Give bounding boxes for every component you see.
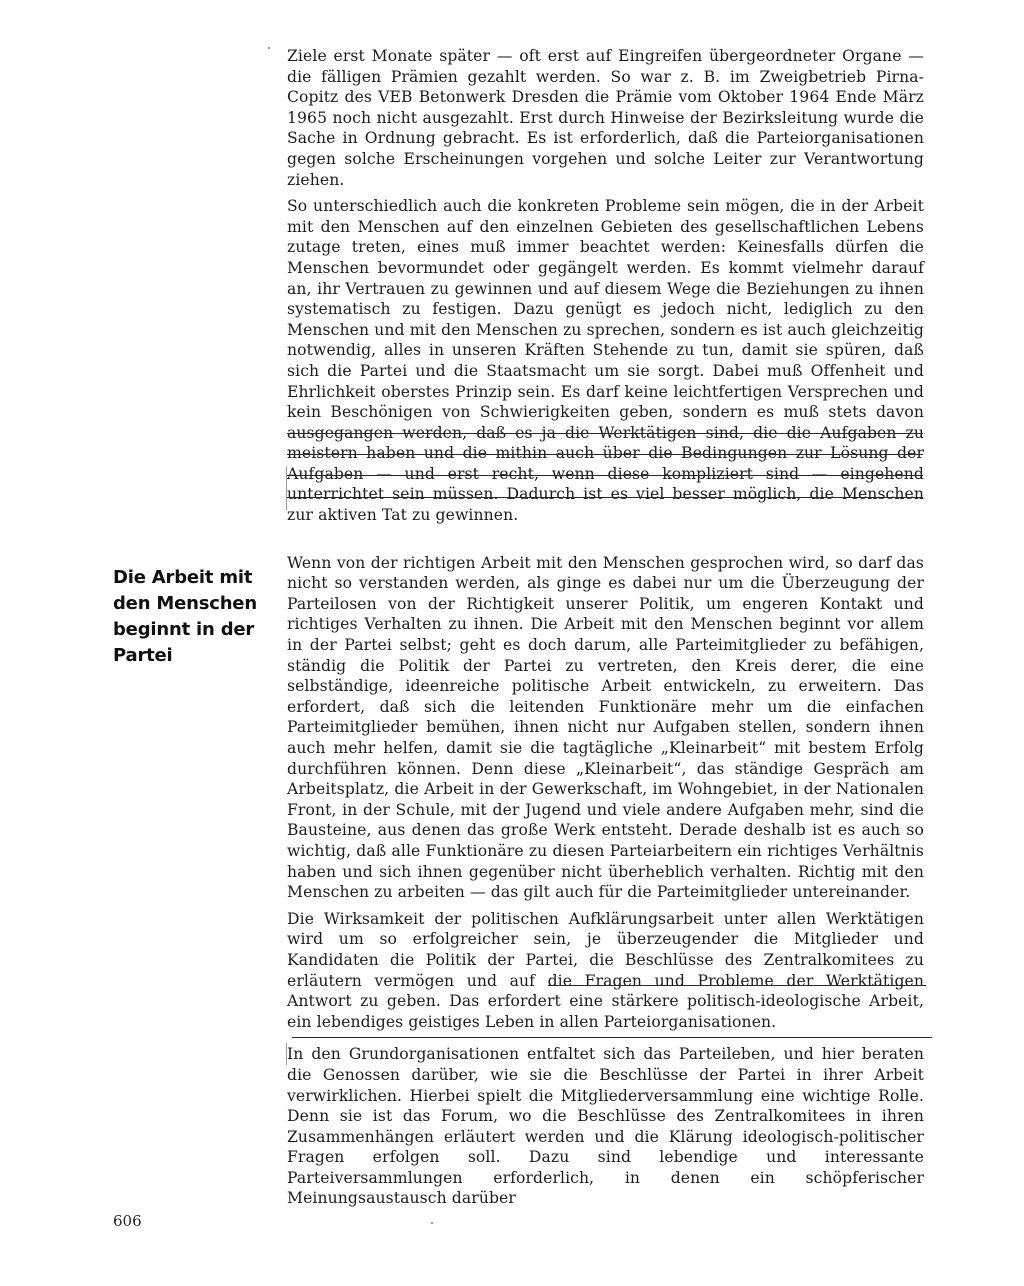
paper-speck <box>268 47 270 49</box>
paper-speck <box>431 1222 433 1224</box>
pencil-underline <box>548 985 926 986</box>
pencil-underline <box>292 1037 932 1038</box>
pencil-underline <box>287 454 923 455</box>
margin-heading-line-4: Partei <box>113 645 173 666</box>
pencil-underline <box>287 433 923 434</box>
main-text-column <box>287 46 924 1209</box>
margin-pencil-mark <box>286 466 287 510</box>
margin-heading-line-1: Die Arbeit mit <box>113 567 253 588</box>
paragraph-1: Ziele erst Monate später — oft erst auf Eingreifen übergeordneter Organe — die fälligen Prämien gezahlt werden. So war z. B. im Zweigbetrieb Pirna-Copitz des VEB Betonwerk Dresden die Prämie vom Oktober 1964 Ende März 1965 noch nicht ausgezahlt. Erst durch Hinweise der Bezirksleitung wurde die Sache in Ordnung gebracht. Es ist erforderlich, daß die Parteiorganisationen gegen solche Erscheinungen vorgehen und solche Leiter zur Verantwortung ziehen. <box>287 47 924 189</box>
paragraph-3: Wenn von der richtigen Arbeit mit den Menschen gesprochen wird, so darf das nicht so verstanden werden, als ginge es dabei nur um die Überzeugung der Parteilosen von der Richtigkeit unserer Politik, um engeren Kontakt und richtiges Verhalten zu ihnen. Die Arbeit mit den Menschen beginnt vor allem in der Partei selbst; geht es doch darum, alle Parteimitglieder zu befähigen, ständig die Politik der Partei zu vertreten, den Kreis derer, die eine selbständige, ideenreiche politische Arbeit entwickeln, zu erweitern. Das erfordert, daß sich die leitenden Funktionäre mehr um die einfachen Parteimitglieder bemühen, ihnen nicht nur Aufgaben stellen, sondern ihnen auch mehr helfen, damit sie die tagtägliche „Kleinarbeit“ mit bestem Erfolg durchführen können. Denn diese „Kleinarbeit“, das ständige Gespräch am Arbeitsplatz, die Arbeit in der Gewerkschaft, im Wohngebiet, in der Nationalen Front, in der Schule, mit der Jugend und viele andere Aufgaben mehr, sind die Bausteine, aus denen das große Werk entsteht. Derade deshalb ist es auch so wichtig, daß alle Funktionäre zu diesen Parteiarbeitern ein richtiges Verhältnis haben und sich ihnen gegenüber nicht überheblich verhalten. Richtig mit den Menschen zu arbeiten — das gilt auch für die Parteimitglieder untereinander. <box>287 553 924 902</box>
paragraph-2: So unterschiedlich auch die konkreten Probleme sein mögen, die in der Arbeit mit den Menschen auf den einzelnen Gebieten des gesellschaftlichen Lebens zutage treten, eines muß immer beachtet werden: Keinesfalls dürfen die Menschen bevormundet oder gegängelt werden. Es kommt vielmehr darauf an, ihr Vertrauen zu gewinnen und auf diesem Wege die Beziehungen zu ihnen systematisch zu festigen. Dazu genügt es jedoch nicht, lediglich zu den Menschen und mit den Menschen zu sprechen, sondern es ist auch gleichzeitig notwendig, alles in unseren Kräften Stehende zu tun, damit sie spüren, daß sich die Partei und die Staatsmacht um sie sorgt. Dabei muß Offenheit und Ehrlichkeit oberstes Prinzip sein. Es darf keine leichtfertigen Versprechen und kein Beschönigen von Schwierigkeiten geben, sondern es muß stets davon ausgegangen werden, daß es ja die Werktätigen sind, die die Aufgaben zu meistern haben und die mithin auch über die Bedingungen zur Lösung der Aufgaben — und erst recht, wenn diese kompliziert sind — eingehend unterrichtet sein müssen. Dadurch ist es viel besser möglich, die Menschen zur aktiven Tat zu gewinnen. <box>287 197 924 525</box>
margin-pencil-mark <box>286 1043 287 1065</box>
paragraph-5: In den Grundorganisationen entfaltet sich das Parteileben, und hier beraten die Genossen darüber, wie sie die Beschlüsse der Partei in ihrer Arbeit verwirklichen. Hierbei spielt die Mitgliederversammlung eine wichtige Rolle. Denn sie ist das Forum, wo die Beschlüsse des Zentralkomitees in ihren Zusammenhängen erläutert werden und die Klärung ideologisch-politischer Fragen erfolgen soll. Dazu sind lebendige und interessante Parteiversammlungen erforderlich, in denen ein schöpferischer Meinungsaustausch darüber <box>287 1045 924 1208</box>
margin-heading <box>113 565 263 669</box>
margin-heading-line-2: den Menschen <box>113 593 257 614</box>
section-arbeit-mit-menschen <box>287 553 924 1209</box>
pencil-underline <box>287 497 923 498</box>
pencil-underline <box>287 475 923 476</box>
page-number: 606 <box>113 1212 142 1230</box>
margin-heading-line-3: beginnt in der <box>113 619 255 640</box>
paragraph-4: Die Wirksamkeit der politischen Aufklärungsarbeit unter allen Werktätigen wird um so erfolgreicher sein, je überzeugender die Mitglieder und Kandidaten die Politik der Partei, die Beschlüsse des Zentralkomitees zu erläutern vermögen und auf die Fragen und Probleme der Werktätigen Antwort zu geben. Das erfordert eine stärkere politisch-ideologische Arbeit, ein lebendiges geistiges Leben in allen Parteiorganisationen. <box>287 909 924 1031</box>
